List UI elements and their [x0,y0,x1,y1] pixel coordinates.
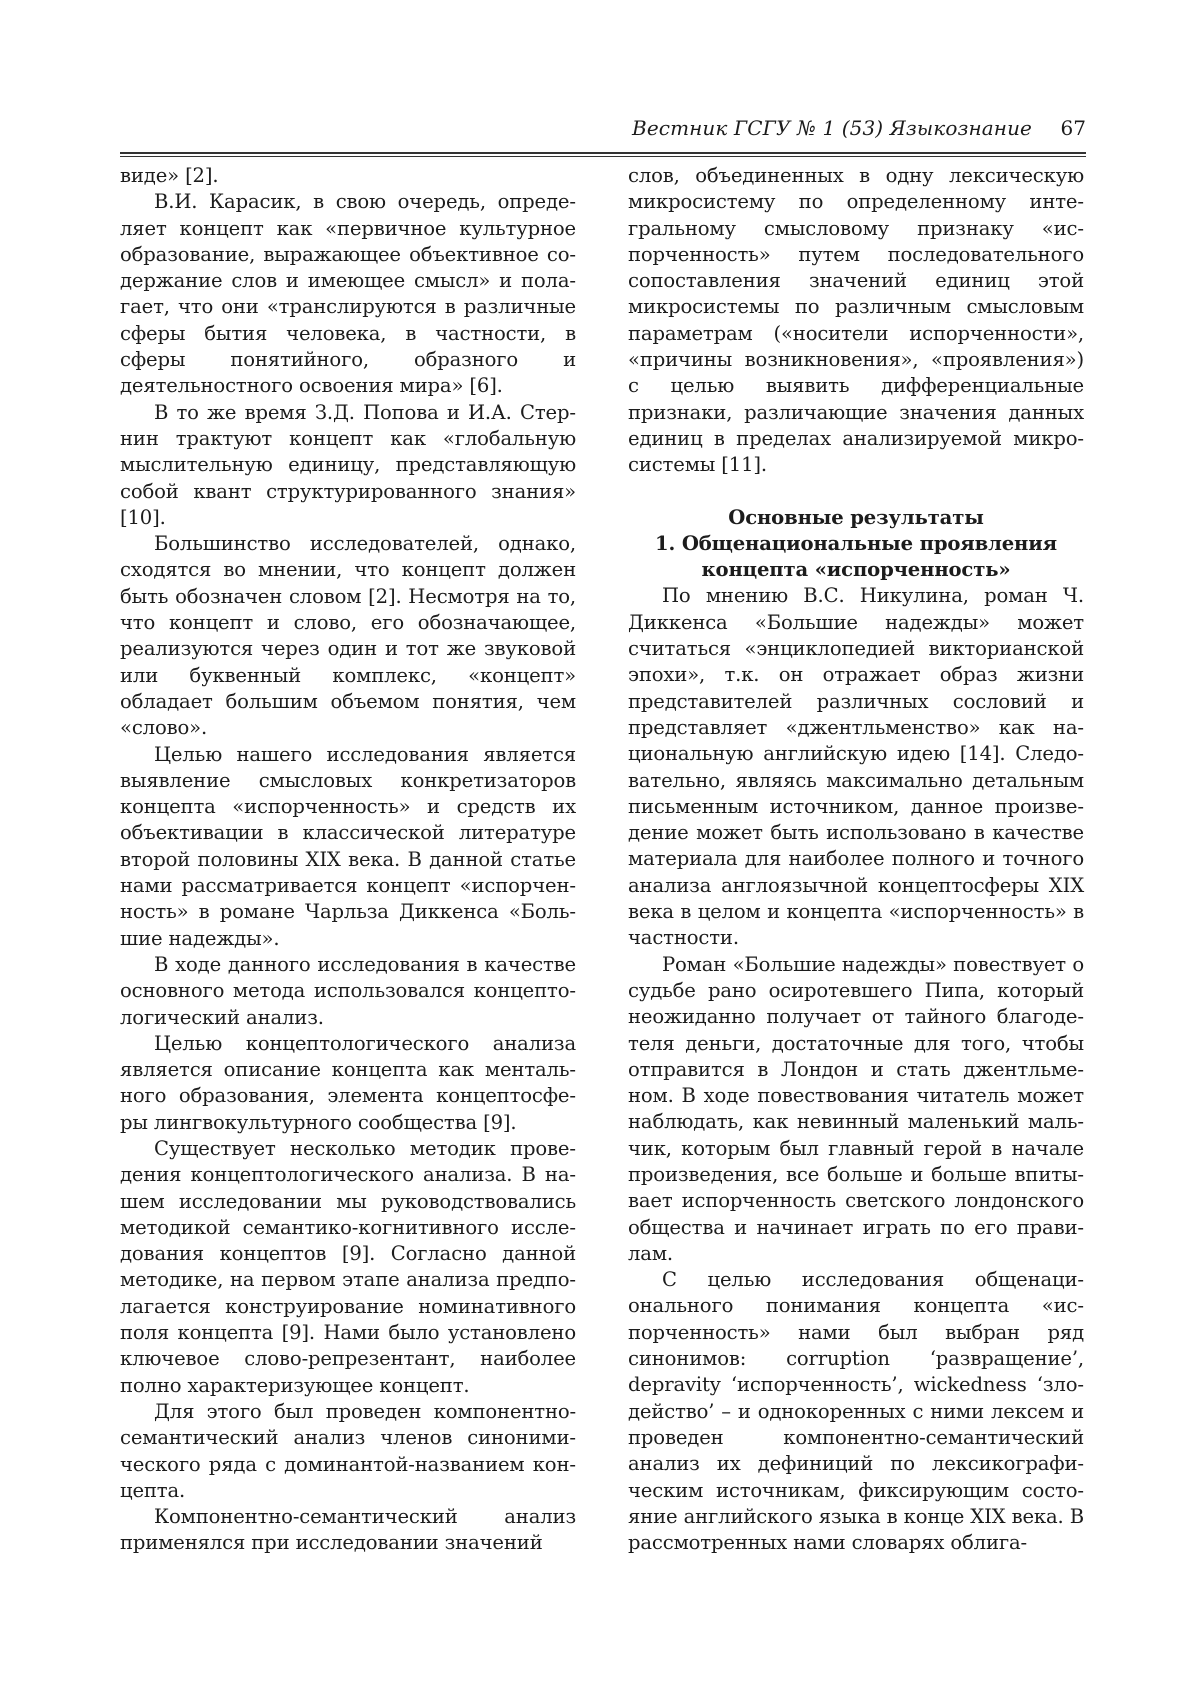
paragraph: С целью исследования общенационального понимания концепта «испорченность» нами был выбран ряд синонимов: corruption ‘развращение’, depravity ‘испорченность’, wickedness ‘злодейство’ – и однокоренных с ними лексем и проведен компонентно-семантический анализ их дефиниций по лексикографическим источникам, фиксирующим состояние английского языка в конце XIX века. В рассмотренных нами словарях облига- [628,1268,1084,1555]
paragraph: слов, объединенных в одну лексическую микросистему по определенному интегральному смысловому признаку «испорченность» путем последовательного сопоставления значений единиц этой микросистемы по различным смысловым параметрам («носители испорченности», «причины возникновения», «проявления») с целью выявить дифференциальные признаки, различающие значения данных единиц в пределах анализируемой микросистемы [11]. [628,164,1084,477]
heading-line: Основные результаты [728,505,984,529]
section-heading [628,505,1084,584]
heading-line: 1. Общенациональные проявления [655,531,1057,555]
right-column [628,163,1084,1556]
paragraph: Для этого был проведен компонентно-семантический анализ членов синонимического ряда с доминантой-названием концепта. [120,1399,576,1502]
paragraph: Целью нашего исследования является выявление смысловых конкретизаторов концепта «испорченность» и средств их объективации в классической литературе второй половины XIX века. В данной статье нами рассматривается концепт «испорченность» в романе Чарльза Диккенса «Большие надежды». [120,742,576,950]
page-header [120,110,1086,150]
paragraph: По мнению В.С. Никулина, роман Ч. Диккенса «Большие надежды» может считаться «энциклопедией викторианской эпохи», т.к. он отражает образ жизни представителей различных сословий и представляет «джентльменство» как национальную английскую идею [14]. Следовательно, являясь максимально детальным письменным источником, данное произведение может быть использовано в качестве материала для наиболее полного и точного анализа англоязычной концептосферы XIX века в целом и концепта «испорченность» в частности. [628,584,1084,950]
heading-line: концепта «испорченность» [701,558,1011,582]
left-column [120,163,576,1557]
page-number: 67 [1060,116,1086,140]
paragraph: Роман «Большие надежды» повествует о судьбе рано осиротевшего Пипа, который неожиданно получает от тайного благодетеля деньги, достаточные для того, чтобы отправится в Лондон и стать джентльменом. В ходе повествования читатель может наблюдать, как невинный маленький мальчик, которым был главный герой в начале произведения, все больше и больше впитывает испорченность светского лондонского общества и начинает играть по его правилам. [628,952,1084,1265]
paragraph: Целью концептологического анализа является описание концепта как ментального образования, элемента концептосферы лингвокультурного сообщества [9]. [120,1031,576,1134]
paragraph: Существует несколько методик проведения концептологического анализа. В нашем исследовании мы руководствовались методикой семантико-когнитивного исследования концептов [9]. Согласно данной методике, на первом этапе анализа предполагается конструирование номинативного поля концепта [9]. Нами было установлено ключевое слово-репрезентант, наиболее полно характеризующее концепт. [120,1136,576,1397]
paragraph: Компонентно-семантический анализ применялся при исследовании значений [120,1505,576,1555]
paragraph: виде» [2]. [120,164,219,187]
paragraph: В.И. Карасик, в свою очередь, определяет концепт как «первичное культурное образование, выражающее объективное содержание слов и имеющее смысл» и полагает, что они «транслируются в различные сферы бытия человека, в частности, в сферы понятийного, образного и деятельностного освоения мира» [6]. [120,190,576,398]
paragraph: В ходе данного исследования в качестве основного метода использовался концептологический анализ. [120,952,576,1029]
paragraph: Большинство исследователей, однако, сходятся во мнении, что концепт должен быть обозначен словом [2]. Несмотря на то, что концепт и слово, его обозначающее, реализуются через один и тот же звуковой или буквенный комплекс, «концепт» обладает большим объемом понятия, чем «слово». [120,532,576,740]
header-rule [120,152,1086,157]
paragraph: В то же время З.Д. Попова и И.А. Стернин трактуют концепт как «глобальную мыслительную единицу, представляющую собой квант структурированного знания» [10]. [120,400,576,529]
running-title: Вестник ГСГУ № 1 (53) Языкознание [632,116,1032,140]
